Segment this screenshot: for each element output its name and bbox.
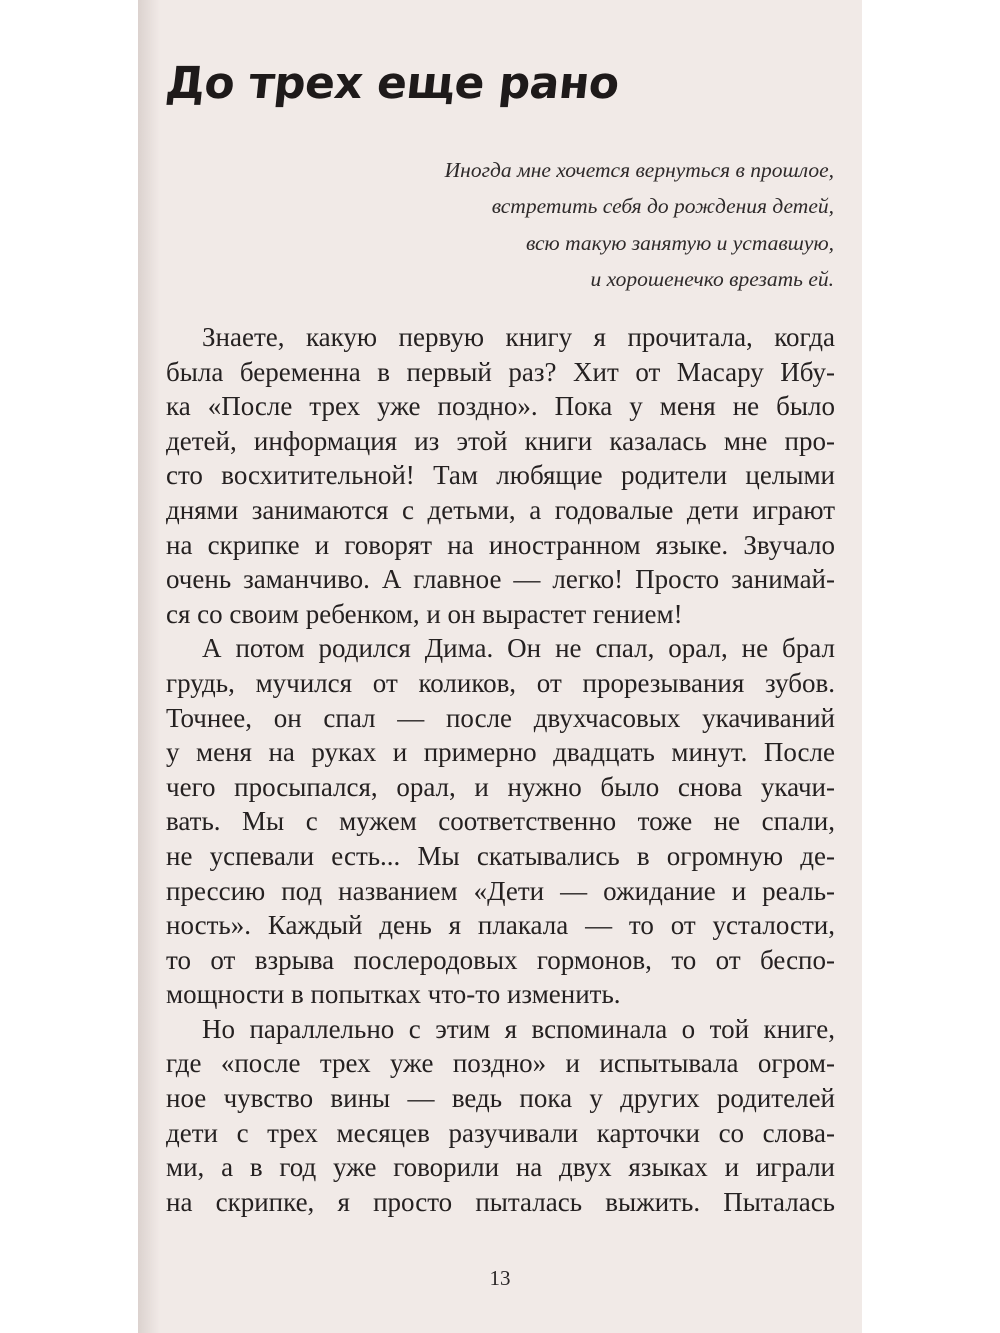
body-line: на скрипке и говорят на иностранном языке. Звучало (166, 529, 835, 560)
body-line: днями занимаются с детьми, а годовалые дети играют (166, 494, 835, 525)
epigraph-line: Иногда мне хочется вернуться в прошлое, (444, 158, 834, 182)
body-line: ми, а в год уже говорили на двух языках и играли (166, 1152, 835, 1183)
body-line: у меня на руках и примерно двадцать минут. После (166, 737, 835, 768)
body-line: Точнее, он спал — после двухчасовых укачиваний (166, 702, 835, 733)
page-number: 13 (489, 1266, 511, 1290)
body-line: чего просыпался, орал, и нужно было снова укачи- (166, 771, 835, 802)
body-line: не успевали есть... Мы скатывались в огромную де- (166, 840, 835, 871)
body-line: дети с трех месяцев разучивали карточки со слова- (166, 1117, 835, 1148)
body-line: ка «После трех уже поздно». Пока у меня не было (166, 391, 835, 422)
body-line: ся со своим ребенком, и он вырастет гением! (166, 598, 683, 629)
body-line: очень заманчиво. А главное — легко! Просто занимай- (166, 564, 835, 595)
book-page (138, 0, 862, 1333)
body-line: А потом родился Дима. Он не спал, орал, не брал (202, 633, 835, 664)
body-text (166, 320, 835, 1219)
body-line: вать. Мы с мужем соответственно тоже не спали, (166, 806, 835, 837)
body-line: ное чувство вины — ведь пока у других родителей (166, 1083, 835, 1114)
epigraph-line: и хорошенечко врезать ей. (590, 266, 834, 291)
body-line: сто восхитительной! Там любящие родители целыми (166, 460, 835, 491)
body-line: где «после трех уже поздно» и испытывала огром- (166, 1048, 835, 1079)
body-line: прессию под названием «Дети — ожидание и реаль- (166, 875, 835, 906)
body-line: то от взрыва послеродовых гормонов, то от беспо- (166, 944, 835, 975)
body-line: на скрипке, я просто пыталась выжить. Пыталась (166, 1186, 835, 1217)
body-line: мощности в попытках что-то изменить. (166, 979, 621, 1010)
epigraph-line: всю такую занятую и уставшую, (525, 230, 834, 255)
body-line: была беременна в первый раз? Хит от Масару Ибу- (166, 356, 835, 387)
body-line: детей, информация из этой книги казалась мне про- (166, 425, 835, 456)
chapter-title: До трех еще рано (163, 58, 622, 109)
body-line: грудь, мучился от коликов, от прорезывания зубов. (166, 667, 835, 698)
epigraph (234, 152, 834, 297)
body-line: ность». Каждый день я плакала — то от усталости, (166, 910, 835, 941)
body-line: Знаете, какую первую книгу я прочитала, когда (202, 322, 835, 352)
body-line: Но параллельно с этим я вспоминала о той книге, (202, 1013, 835, 1044)
epigraph-line: встретить себя до рождения детей, (491, 194, 834, 219)
